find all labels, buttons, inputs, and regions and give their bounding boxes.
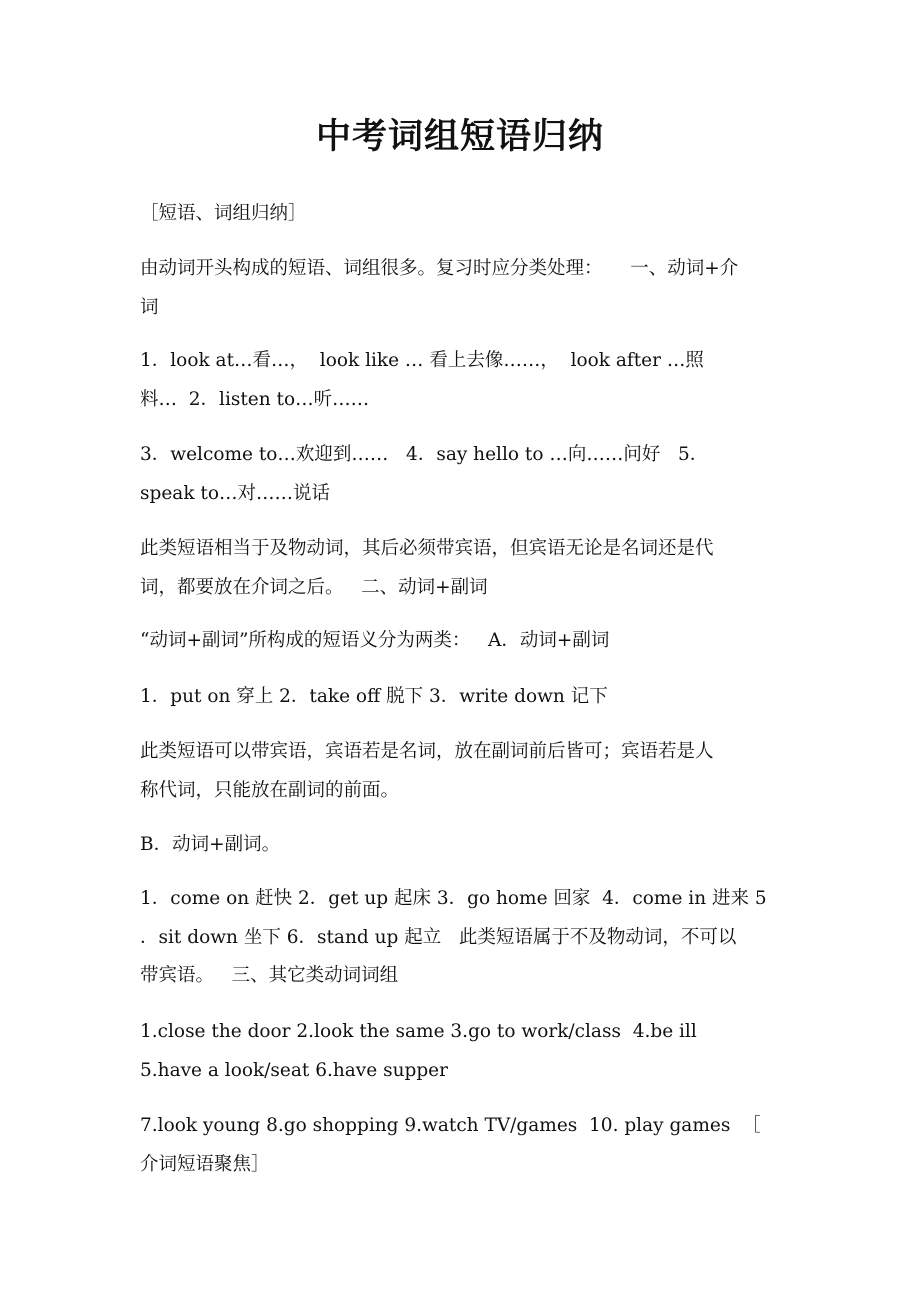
paragraph-note-1 [140,530,782,607]
paragraph-note-2 [140,733,782,810]
text-line: ．sit down 坐下 6．stand up 起立 此类短语属于不及物动词，不可以 [140,926,737,948]
text-line: 料… 2．listen to…听…… [140,388,370,410]
paragraph-list-5 [140,1013,782,1090]
text-line: 5.have a look/seat 6.have supper [140,1059,448,1081]
text-line: 3．welcome to…欢迎到…… 4．say hello to …向……问好 5． [140,444,709,465]
document-title: 中考词组短语归纳 [315,116,604,157]
text-line: 此类短语相当于及物动词，其后必须带宾语，但宾语无论是名词还是代 [140,538,714,559]
text-line: 词 [140,296,159,318]
paragraph-list-6 [140,1107,782,1184]
paragraph-intro [140,250,782,327]
text-line: 称代词，只能放在副词的前面。 [140,779,400,801]
text-line: 7.look young 8.go shopping 9.watch TV/games 10. play games ［ [140,1115,761,1136]
text-line: 由动词开头构成的短语、词组很多。复习时应分类处理： 一、动词+介 [140,258,739,279]
text-line: 1.close the door 2.look the same 3.go to work/class 4.be ill [140,1021,697,1042]
paragraph-list-2 [140,436,782,513]
text-line: 1．look at…看…， look like … 看上去像……， look after …照 [140,350,704,371]
text-line: 介词短语聚焦］ [140,1153,270,1175]
text-line: 此类短语可以带宾语，宾语若是名词，放在副词前后皆可；宾语若是人 [140,741,714,762]
text-line: “动词+副词”所构成的短语义分为两类： A．动词+副词 [140,630,610,651]
text-line: B．动词+副词。 [140,834,281,855]
paragraph-section-label [140,195,782,234]
text-line: 1．put on 穿上 2．take off 脱下 3．write down 记下 [140,686,608,707]
text-line: 词，都要放在介词之后。 二、动词+副词 [140,576,488,598]
paragraph-list-1 [140,342,782,419]
text-line: ［短语、词组归纳］ [140,203,307,224]
paragraph-category-b [140,826,782,865]
text-line: speak to…对……说话 [140,482,330,504]
paragraph-list-3 [140,678,782,717]
paragraph-list-4 [140,880,782,996]
paragraph-category-intro [140,622,782,661]
text-line: 带宾语。 三、其它类动词词组 [140,965,399,986]
text-line: 1．come on 赶快 2．get up 起床 3．go home 回家 4．come in 进来 5 [140,888,767,909]
